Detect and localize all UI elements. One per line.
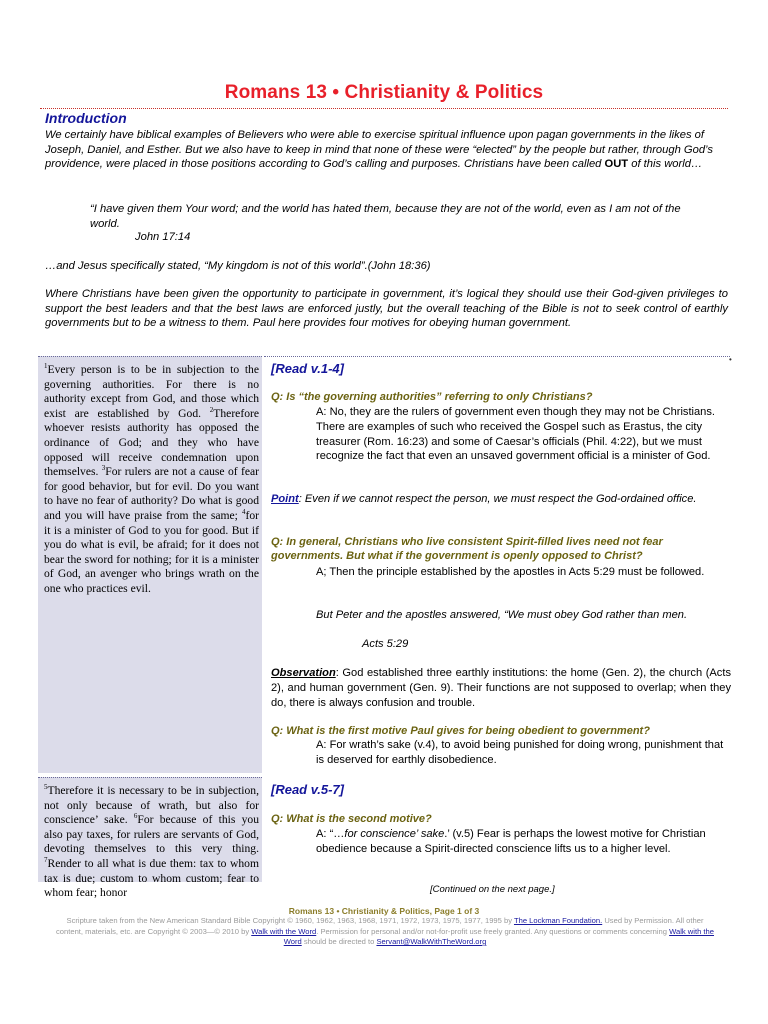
- intro-quote-reference: John 17:14: [135, 231, 191, 243]
- column-divider: [264, 356, 730, 357]
- verse-text: Render to all what is due them: tax to whom tax is due; custom to whom custom; fear to whom fear; honor: [44, 856, 259, 900]
- column-marker: •: [729, 355, 732, 364]
- continued-note: [Continued on the next page.]: [430, 884, 555, 895]
- intro-p1-bold: OUT: [604, 158, 629, 171]
- verse-number: 5: [44, 783, 48, 792]
- page-title: Romans 13 • Christianity & Politics: [224, 82, 544, 103]
- point-label: Point: [271, 493, 299, 505]
- point-text: : Even if we cannot respect the person, we must respect the God-ordained office.: [298, 493, 697, 505]
- verse-text: Therefore whoever resists authority has opposed the ordinance of God; and they who have opposed will receive condemnation upon themselves.: [44, 406, 259, 479]
- scripture-panel-v5-7: [38, 777, 262, 900]
- intro-paragraph-3: Where Christians have been given the opportunity to participate in government, it’s logical they should use their God-given privileges to support the best leaders and that the best laws are enforced justly, but the overall teaching of the Bible is not to seek control of earthly governments but to be a witness to them. Paul here provides four motives for obeying human government.: [45, 288, 728, 330]
- verse-number: 2: [209, 405, 214, 414]
- answer-3: A: For wrath’s sake (v.4), to avoid being punished for doing wrong, punishment that is deserved for earthly disobedience.: [316, 739, 724, 766]
- question-1: Q: Is “the governing authorities” referring to only Christians?: [271, 391, 593, 403]
- question-3: Q: What is the first motive Paul gives for being obedient to government?: [271, 725, 650, 737]
- footer-title: Romans 13 • Christianity & Politics, Page 1 of 3: [288, 906, 480, 916]
- walk-with-the-word-link-2[interactable]: Walk with the Word: [283, 926, 714, 946]
- intro-p1-text-b: of this world…: [628, 158, 703, 171]
- observation-text: : God established three earthly institutions: the home (Gen. 2), the church (Acts 2), and human government (Gen. 9). Their functions are not supposed to overlap; when they do, there is always confusion and trouble.: [271, 667, 731, 709]
- footer-text-1: Scripture taken from the New American Standard Bible Copyright © 1960, 1962, 1963, 1968, 1971, 1972, 1973, 1975, 1977, 1995 by: [66, 916, 514, 925]
- answer-2: A; Then the principle established by the apostles in Acts 5:29 must be followed.: [316, 566, 705, 578]
- verse-text: for it is a minister of God to you for good. But if you do what is evil, be afraid; for it does not bear the sword for nothing; for it is a minister of God, an avenger who brings wrath on the one who practices evil.: [44, 508, 259, 595]
- email-link[interactable]: Servant@WalkWithTheWord.org: [376, 937, 487, 946]
- intro-paragraph-2: …and Jesus specifically stated, “My kingdom is not of this world”.(John 18:36): [45, 260, 431, 272]
- footer-text-4: should be directed to: [301, 937, 377, 946]
- walk-with-the-word-link[interactable]: Walk with the Word: [251, 926, 317, 936]
- verse-number: 1: [44, 362, 48, 371]
- answer-4-prefix: A: “…: [316, 828, 345, 840]
- read-heading-v5-7: [Read v.5-7]: [271, 782, 344, 797]
- footer-copyright: [55, 916, 715, 948]
- intro-p1-text-a: We certainly have biblical examples of Believers who were able to exercise spiritual influence upon pagan governments in the likes of Joseph, Daniel, and Esther. But we also have to keep in mind that none of these were “elected” by the people but rather, through God’s providence, were placed in those positions according to God’s calling and purposes. Christians have been called: [45, 129, 713, 171]
- answer-1: A: No, they are the rulers of government even though they may not be Christians. There are examples of such who received the Gospel such as Erastus, the city treasurer (Rom. 16:23) and some of Caesar’s officials (Phil. 4:22), but we must recognize the fact that even an unsaved government official is a minister of God.: [316, 406, 715, 463]
- lockman-link[interactable]: The Lockman Foundation.: [513, 916, 603, 925]
- question-2: Q: In general, Christians who live consistent Spirit-filled lives need not fear governments. But what if the government is openly opposed to Christ?: [271, 536, 663, 563]
- answer-4-text: .’ (v.5) Fear is perhaps the lowest motive for Christian obedience because a Spirit-directed conscience lifts us to a higher level.: [316, 828, 706, 855]
- intro-paragraph-1: [45, 128, 728, 172]
- verse-text: Therefore it is necessary to be in subjection, not only because of wrath, but also for conscience’ sake.: [44, 784, 259, 827]
- answer-4: [316, 827, 730, 857]
- observation-label: Observation: [271, 667, 336, 679]
- answer-4-italic: for conscience’ sake: [344, 828, 445, 840]
- verse-text: For rulers are not a cause of fear for good behavior, but for evil. Do you want to have no fear of authority? Do what is good and you will have praise from the same;: [44, 465, 259, 522]
- scripture-panel-v1-4: [38, 356, 262, 773]
- verse-number: 4: [241, 508, 246, 517]
- point-note: [271, 492, 731, 507]
- acts-quote: But Peter and the apostles answered, “We must obey God rather than men.: [316, 609, 688, 621]
- verse-text: For because of this you also pay taxes, for rulers are servants of God, devoting themselves to this very thing.: [44, 813, 259, 856]
- acts-quote-reference: Acts 5:29: [362, 638, 409, 650]
- footer-text-3: . Permission for personal and/or not-for-profit use freely granted. Any questions or comments concerning: [316, 926, 670, 936]
- read-heading-v1-4: [Read v.1-4]: [271, 361, 344, 376]
- verse-number: 7: [44, 856, 48, 865]
- verse-number: 6: [133, 812, 138, 821]
- footer-text-2: Used by Permission. All other content, materials, etc. are Copyright © 2003—© 2010 by: [56, 916, 704, 936]
- verse-number: 3: [101, 464, 106, 473]
- verse-text: Every person is to be in subjection to the governing authorities. For there is no authority except from God, and those which exist are established by God.: [44, 363, 259, 420]
- intro-heading: Introduction: [45, 110, 127, 126]
- title-divider: [40, 108, 728, 109]
- intro-quote: “I have given them Your word; and the world has hated them, because they are not of the world, even as I am not of the world.: [90, 203, 681, 230]
- question-4: Q: What is the second motive?: [271, 813, 432, 825]
- observation-note: [271, 666, 731, 710]
